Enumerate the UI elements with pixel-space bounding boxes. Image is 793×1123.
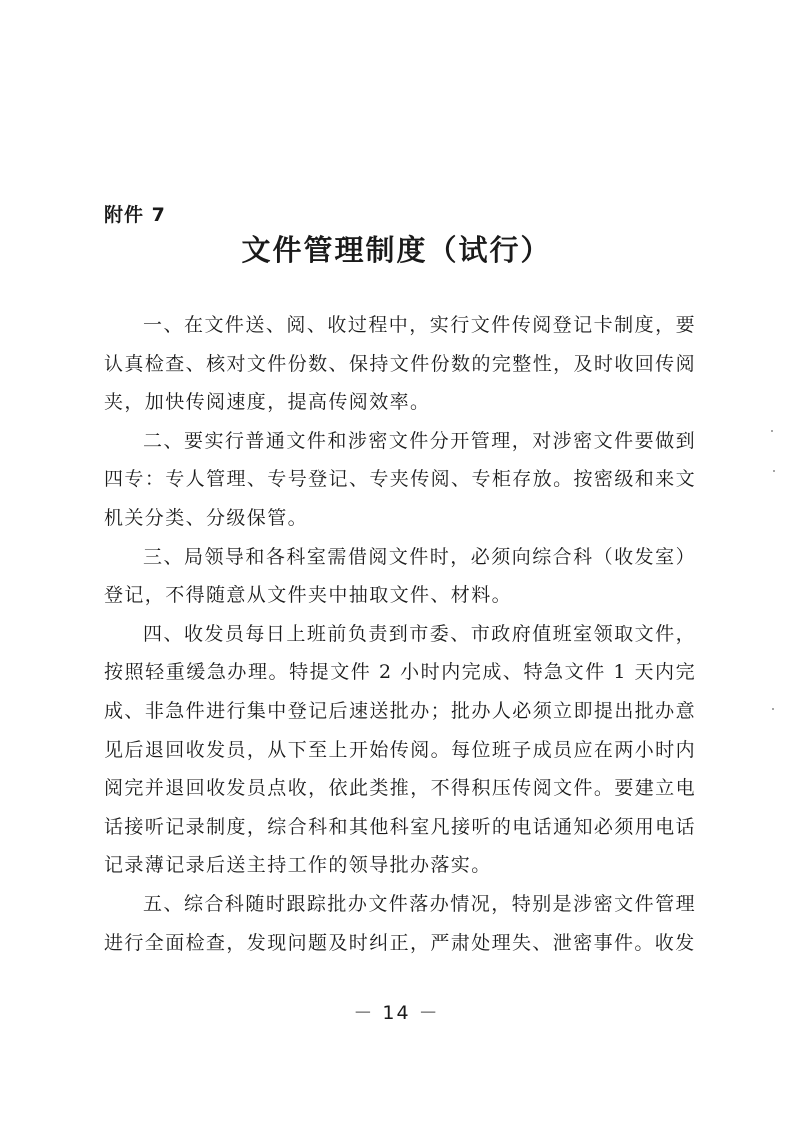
- document-title: 文件管理制度（试行）: [241, 233, 552, 267]
- scan-speck: [773, 470, 775, 472]
- scan-speck: [772, 708, 774, 710]
- paragraph-5: 五、综合科随时跟踪批办文件落办情况，特别是涉密文件管理进行全面检查，发现问题及时纠正，严肃处理失、泄密事件。收发: [104, 892, 696, 954]
- paragraph-3: 三、局领导和各科室需借阅文件时，必须向综合科（收发室）登记，不得随意从文件夹中抽取文件、材料。: [104, 545, 696, 607]
- paragraph-2: 二、要实行普通文件和涉密文件分开管理，对涉密文件要做到四专：专人管理、专号登记、专夹传阅、专柜存放。按密级和来文机关分类、分级保管。: [104, 429, 696, 529]
- document-body: [104, 306, 696, 962]
- scan-speck: [771, 430, 773, 432]
- paragraph-1: 一、在文件送、阅、收过程中，实行文件传阅登记卡制度，要认真检查、核对文件份数、保持文件份数的完整性，及时收回传阅夹，加快传阅速度，提高传阅效率。: [104, 314, 696, 414]
- attachment-label: 附件 7: [104, 204, 166, 226]
- paragraph-4: 四、收发员每日上班前负责到市委、市政府值班室领取文件，按照轻重缓急办理。特提文件 2 小时内完成、特急文件 1 天内完成、非急件进行集中登记后速送批办；批办人必须立即提出批办意见后退回收发员，从下至上开始传阅。每位班子成员应在两小时内阅完并退回收发员点收，依此类推，不得积压传阅文件。要建立电话接听记录制度，综合科和其他科室凡接听的电话通知必须用电话记录薄记录后送主持工作的领导批办落实。: [104, 622, 696, 877]
- page-number: － 14 －: [353, 1002, 440, 1024]
